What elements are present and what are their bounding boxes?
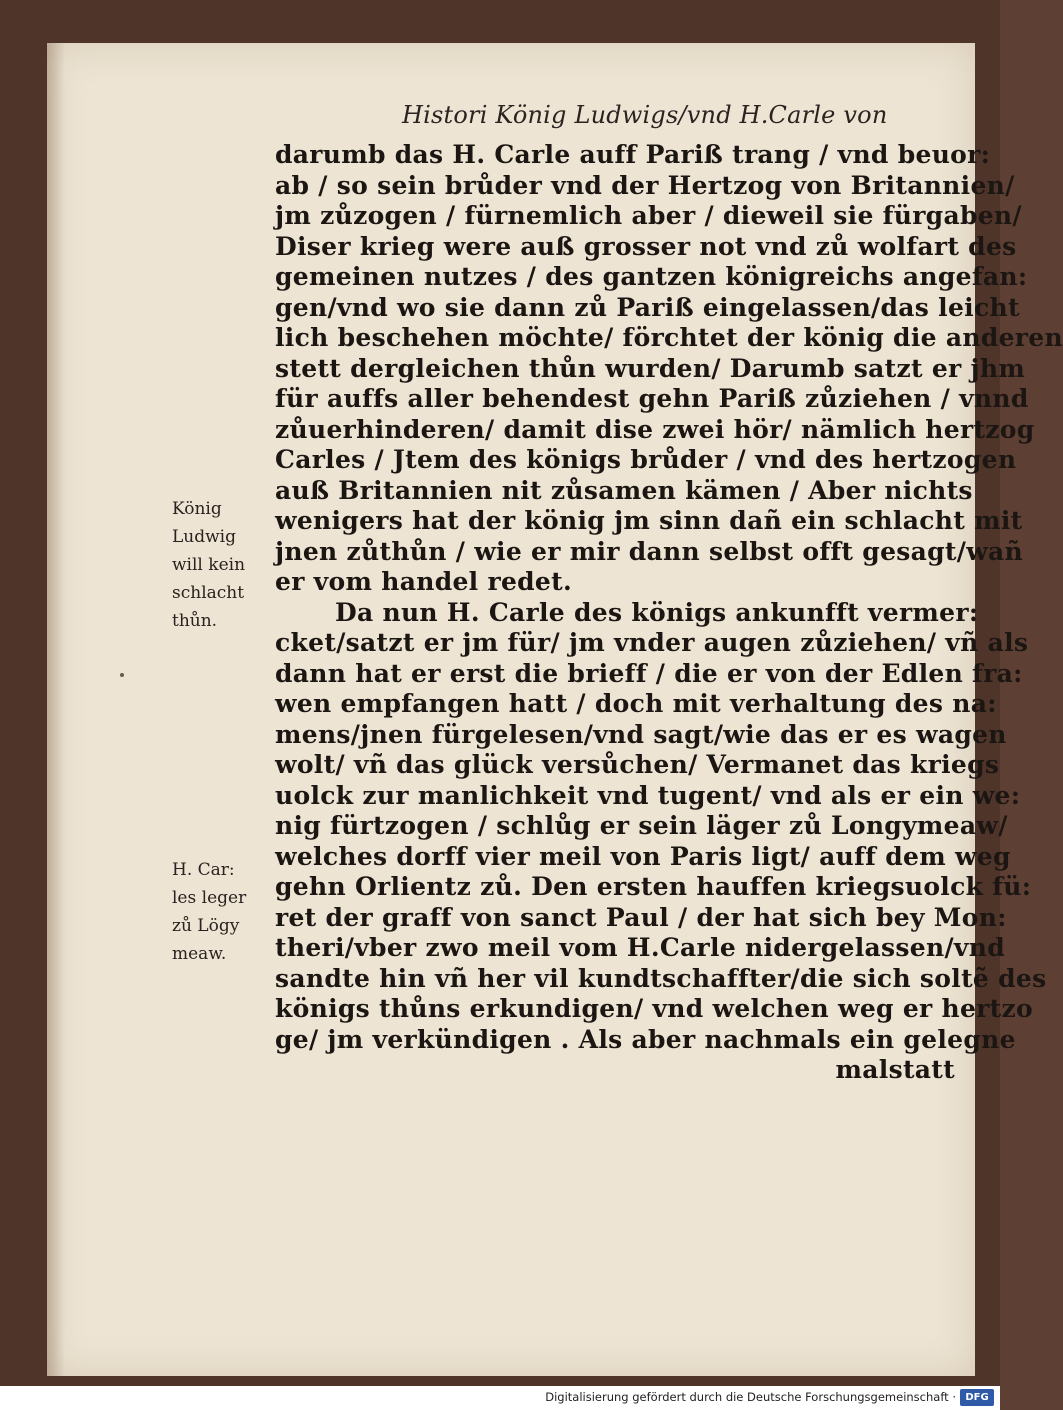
document-page bbox=[47, 43, 1063, 1376]
page-edge-shadow bbox=[47, 43, 65, 1376]
margin-note-line: H. Car: bbox=[172, 860, 235, 880]
margin-note-line: zů Lögy bbox=[172, 916, 240, 936]
margin-note-line: thůn. bbox=[172, 611, 218, 631]
text-line: jnen zůthůn / wie er mir dann selbst offt gesagt/wañ bbox=[275, 536, 1023, 566]
body-text bbox=[275, 140, 1063, 1086]
text-line: ab / so sein brůder vnd der Hertzog von Britannien/ bbox=[275, 170, 1015, 200]
text-line: ret der graff von sanct Paul / der hat sich bey Mon: bbox=[275, 902, 1007, 932]
margin-note-line: will kein bbox=[172, 555, 246, 575]
text-line: gen/vnd wo sie dann zů Pariß eingelassen/das leicht bbox=[275, 292, 1020, 322]
margin-note-h-carles bbox=[172, 856, 267, 968]
text-line: er vom handel redet. bbox=[275, 567, 572, 596]
text-line: auß Britannien nit zůsamen kämen / Aber nichts bbox=[275, 475, 973, 505]
text-line: ge/ jm verkündigen . Als aber nachmals ein gelegne bbox=[275, 1024, 1016, 1054]
text-line: theri/vber zwo meil vom H.Carle nidergelassen/vnd bbox=[275, 933, 1005, 962]
margin-note-line: schlacht bbox=[172, 583, 245, 603]
text-line: sandte hin vñ her vil kundtschaffter/die sich soltẽ des bbox=[275, 963, 1047, 993]
margin-note-koenig-ludwig bbox=[172, 495, 267, 635]
margin-note-line: Ludwig bbox=[172, 527, 236, 547]
text-line: zůuerhinderen/ damit dise zwei hör/ nämlich hertzog bbox=[275, 414, 1035, 444]
margin-note-line: meaw. bbox=[172, 944, 227, 964]
paragraph-start-line: Da nun H. Carle des königs ankunfft vermer: bbox=[335, 597, 979, 627]
text-line: gehn Orlientz zů. Den ersten hauffen kriegsuolck fü: bbox=[275, 872, 1032, 901]
text-line: gemeinen nutzes / des gantzen königreichs angefan: bbox=[275, 262, 1028, 291]
text-line: darumb das H. Carle auff Pariß trang / vnd beuor: bbox=[275, 140, 991, 169]
text-line: welches dorff vier meil von Paris ligt/ auff dem weg bbox=[275, 841, 1011, 871]
footer-bar bbox=[0, 1386, 1000, 1410]
text-line: Carles / Jtem des königs brůder / vnd des hertzogen bbox=[275, 445, 1017, 474]
text-line: lich beschehen möchte/ förchtet der könig die anderen bbox=[275, 323, 1063, 352]
text-line: königs thůns erkundigen/ vnd welchen weg er hertzo bbox=[275, 994, 1033, 1023]
text-line: uolck zur manlichkeit vnd tugent/ vnd als er ein we: bbox=[275, 780, 1021, 810]
text-line: wen empfangen hatt / doch mit verhaltung des na: bbox=[275, 689, 997, 718]
text-line: jm zůzogen / fürnemlich aber / dieweil sie fürgaben/ bbox=[275, 201, 1022, 230]
text-line: cket/satzt er jm für/ jm vnder augen zůziehen/ vñ als bbox=[275, 628, 1029, 657]
funding-credit: Digitalisierung gefördert durch die Deutsche Forschungsgemeinschaft · bbox=[545, 1390, 956, 1404]
text-line: mens/jnen fürgelesen/vnd sagt/wie das er es wagen bbox=[275, 719, 1007, 749]
text-line: nig fürtzogen / schlůg er sein läger zů Longymeaw/ bbox=[275, 811, 1008, 840]
paper-speck bbox=[120, 673, 124, 677]
text-line: wenigers hat der könig jm sinn dañ ein schlacht mit bbox=[275, 506, 1023, 535]
margin-note-line: les leger bbox=[172, 888, 247, 908]
catchword: malstatt bbox=[835, 1055, 955, 1084]
margin-note-line: König bbox=[172, 499, 222, 519]
text-line: für auffs aller behendest gehn Pariß zůziehen / vnnd bbox=[275, 384, 1029, 413]
text-line: wolt/ vñ das glück versůchen/ Vermanet das kriegs bbox=[275, 750, 1000, 779]
text-line: Diser krieg were auß grosser not vnd zů wolfart des bbox=[275, 231, 1017, 261]
text-line: stett dergleichen thůn wurden/ Darumb satzt er jhm bbox=[275, 353, 1026, 383]
dfg-logo-icon: DFG bbox=[960, 1389, 994, 1406]
running-head: Histori König Ludwigs/vnd H.Carle von bbox=[402, 101, 888, 129]
text-line: dann hat er erst die brieff / die er von der Edlen fra: bbox=[275, 658, 1023, 688]
